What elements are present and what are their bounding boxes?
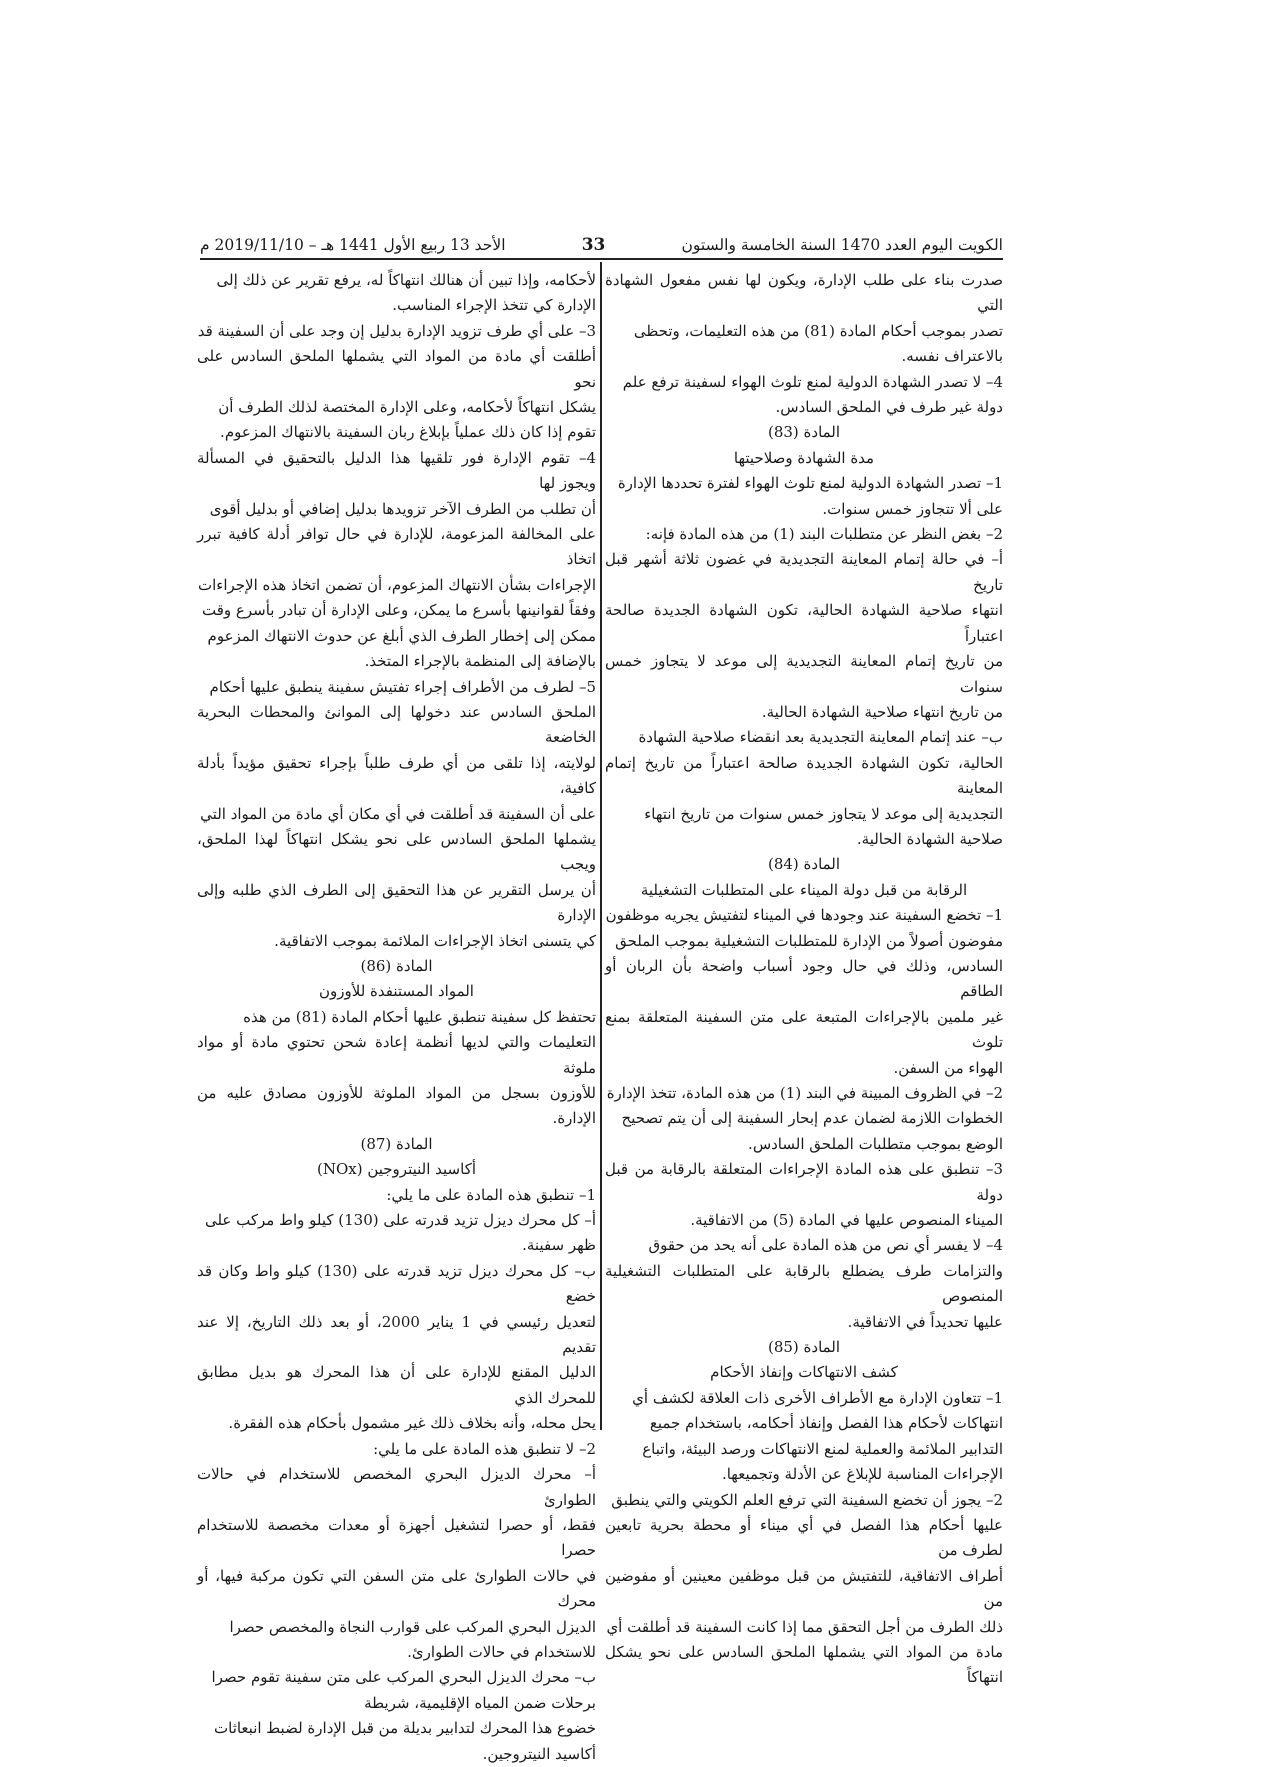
paragraph: ب– محرك الديزل البحري المركب على متن سفينة تقوم حصرا برحلات ضمن المياه الإقليمية، شريطة خضوع هذا المحرك لتدابير بديلة من قبل الإدارة لضبط انبعاثات أكاسيد النيتروجين. <box>211 1668 596 1763</box>
paragraph: أ– محرك الديزل البحري المخصص للاستخدام في حالات الطوارئ فقط، أو حصرا لتشغيل أجهزة أو معدات مخصصة للاستخدام حصرا في حالات الطوارئ على متن السفن التي تكون مركبة فيها، أو محرك الديزل البحري المركب على قوارب النجاة والمخصص حصرا للاستخدام في حالات الطوارئ. <box>197 1465 596 1661</box>
section-heading: المادة (86) <box>360 956 433 975</box>
paragraph: لأحكامه، وإذا تبين أن هنالك انتهاكاً له، يرفع تقرير عن ذلك إلى الإدارة كي تتخذ الإجراء المناسب. <box>216 271 596 315</box>
section-heading: الرقابة من قبل دولة الميناء على المتطلبات التشغيلية <box>640 880 968 899</box>
paragraph: 4– لا تصدر الشهادة الدولية لمنع تلوث الهواء لسفينة ترفع علم دولة غير طرف في الملحق السادس. <box>622 372 1003 417</box>
paragraph: 1– تتعاون الإدارة مع الأطراف الأخرى ذات العلاقة لكشف أي انتهاكات لأحكام هذا الفصل وإنفاذ أحكامه، باستخدام جميع التدابير الملائمة والعملية لمنع الانتهاكات ورصد البيئة، واتباع الإجراءات المناسبة للإبلاغ عن الأدلة وتجميعها. <box>632 1388 1003 1484</box>
section-heading: المادة (87) <box>360 1134 433 1153</box>
paragraph: تحتفظ كل سفينة تنطبق عليها أحكام المادة (81) من هذه التعليمات والتي لديها أنظمة إعادة شحن تحتوي مادة أو مواد ملوثة للأوزون بسجل من المواد الملوثة للأوزون مصادق عليه من الإدارة. <box>197 1007 596 1128</box>
section-heading: مدة الشهادة وصلاحيتها <box>733 448 875 467</box>
paragraph: 2– يجوز أن تخضع السفينة التي ترفع العلم الكويتي والتي ينطبق عليها أحكام هذا الفصل في أي ميناء أو محطة بحرية تابعين لطرف من أطراف الاتفاقية، للتفتيش من قبل موظفين معينين أو مفوضين من ذلك الطرف من أجل التحقق مما إذا كانت السفينة قد أطلقت أي مادة من المواد التي يشملها الملحق السادس على نحو يشكل انتهاكاً <box>605 1490 1003 1687</box>
column-divider <box>600 262 602 1430</box>
section-heading: المواد المستنفدة للأوزون <box>319 982 474 1001</box>
paragraph: 4– لا يفسر أي نص من هذه المادة على أنه يحد من حقوق والتزامات طرف يضطلع بالرقابة على المتطلبات التشغيلية المنصوص عليها تحديداً في الاتفاقية. <box>605 1236 1003 1331</box>
paragraph: 2– في الظروف المبينة في البند (1) من هذه المادة، تتخذ الإدارة الخطوات اللازمة لضمان عدم إبحار السفينة إلى أن يتم تصحيح الوضع بموجب متطلبات الملحق السادس. <box>606 1084 1003 1153</box>
paragraph: 3– على أي طرف تزويد الإدارة بدليل إن وجد على أن السفينة قد أطلقت أي مادة من المواد التي يشملها الملحق السادس على نحو يشكل انتهاكاً لأحكامه، وعلى الإدارة المختصة لذلك الطرف أن تقوم إذا كان ذلك عملياً بإبلاغ ربان السفينة بالانتهاك المزعوم. <box>197 321 596 442</box>
paragraph: أ– في حالة إتمام المعاينة التجديدية في غضون ثلاثة أشهر قبل تاريخ انتهاء صلاحية الشهادة الحالية، تكون الشهادة الجديدة صالحة اعتباراً من تاريخ إتمام المعاينة التجديدية إلى موعد لا يتجاوز خمس سنوات من تاريخ انتهاء صلاحية الشهادة الحالية. <box>605 550 1003 721</box>
paragraph: 2– لا تنطبق هذه المادة على ما يلي: <box>373 1439 596 1458</box>
paragraph: ب– كل محرك ديزل تزيد قدرته على (130) كيلو واط وكان قد خضع لتعديل رئيسي في 1 يناير 2000، أو بعد ذلك التاريخ، إلا عند تقديم الدليل المقنع للإدارة على أن هذا المحرك هو بديل مطابق للمحرك الذي يحل محله، وأنه بخلاف ذلك غير مشمول بأحكام هذه الفقرة. <box>197 1261 597 1433</box>
right-column <box>605 268 1003 1691</box>
paragraph: 1– تخضع السفينة عند وجودها في الميناء لتفتيش يجريه موظفون مفوضون أصولاً من الإدارة للمتطلبات التشغيلية بموجب الملحق السادس، وذلك في حال وجود أسباب واضحة بأن الربان أو الطاقم غير ملمين بالإجراءات المتبعة على متن السفينة المتعلقة بمنع تلوث الهواء من السفن. <box>605 906 1003 1077</box>
header-newspaper-info: الكويت اليوم العدد 1470 السنة الخامسة والستون <box>681 236 1003 254</box>
section-heading: المادة (84) <box>767 855 841 874</box>
paragraph: أ– كل محرك ديزل تزيد قدرته على (130) كيلو واط مركب على ظهر سفينة. <box>204 1211 596 1255</box>
paragraph: 4– تقوم الإدارة فور تلقيها هذا الدليل بالتحقيق في المسألة ويجوز لها أن تطلب من الطرف الآخر تزويدها بدليل إضافي أو بدليل أقوى على المخالفة المزعومة، للإدارة في حال توافر أدلة كافية تبرر اتخاذ الإجراءات بشأن الانتهاك المزعوم، أن تضمن اتخاذ هذه الإجراءات وفقاً لقوانينها بأسرع ما يمكن، وعلى الإدارة أن تبادر بأسرع وقت ممكن إلى إخطار الطرف الذي أبلغ عن حدوث الانتهاك المزعوم بالإضافة إلى المنظمة بالإجراء المتخذ. <box>197 448 596 671</box>
paragraph: 3– تنطبق على هذه المادة الإجراءات المتعلقة بالرقابة من قبل دولة الميناء المنصوص عليها في المادة (5) من الاتفاقية. <box>605 1160 1003 1230</box>
paragraph: صدرت بناء على طلب الإدارة، ويكون لها نفس مفعول الشهادة التي تصدر بموجب أحكام المادة (81) من هذه التعليمات، وتحظى بالاعتراف نفسه. <box>605 271 1003 366</box>
section-heading: كشف الانتهاكات وإنفاذ الأحكام <box>710 1363 898 1382</box>
page-header <box>200 226 1003 260</box>
section-heading: المادة (83) <box>767 423 841 442</box>
paragraph: 5– لطرف من الأطراف إجراء تفتيش سفينة ينطبق عليها أحكام الملحق السادس عند دخولها إلى الموانئ والمحطات البحرية الخاضعة لولايته، إذا تلقى من أي طرف طلباً بإجراء تحقيق مؤيداً بأدلة كافية، على أن السفينة قد أطلقت في أي مكان أي مادة من المواد التي يشملها الملحق السادس على نحو يشكل انتهاكاً لهذا الملحق، ويجب أن يرسل التقرير عن هذا التحقيق إلى الطرف الذي طلبه وإلى الإدارة كي يتسنى اتخاذ الإجراءات الملائمة بموجب الاتفاقية. <box>197 677 596 950</box>
paragraph: 2– بغض النظر عن متطلبات البند (1) من هذه المادة فإنه: <box>645 525 1003 544</box>
paragraph: 1– تصدر الشهادة الدولية لمنع تلوث الهواء لفترة تحددها الإدارة على ألا تتجاوز خمس سنوات. <box>617 474 1003 518</box>
page-number: 33 <box>581 235 606 255</box>
header-date: الأحد 13 ربيع الأول 1441 هـ – 2019/11/10 م <box>200 236 506 254</box>
left-column <box>197 268 596 1767</box>
paragraph: 1– تنطبق هذه المادة على ما يلي: <box>386 1185 596 1204</box>
section-heading: أكاسيد النيتروجين (NOx) <box>316 1160 477 1179</box>
paragraph: ب– عند إتمام المعاينة التجديدية بعد انقضاء صلاحية الشهادة الحالية، تكون الشهادة الجديدة صالحة اعتباراً من تاريخ إتمام المعاينة التجديدية إلى موعد لا يتجاوز خمس سنوات من تاريخ انتهاء صلاحية الشهادة الحالية. <box>605 728 1003 848</box>
section-heading: المادة (85) <box>767 1338 841 1357</box>
